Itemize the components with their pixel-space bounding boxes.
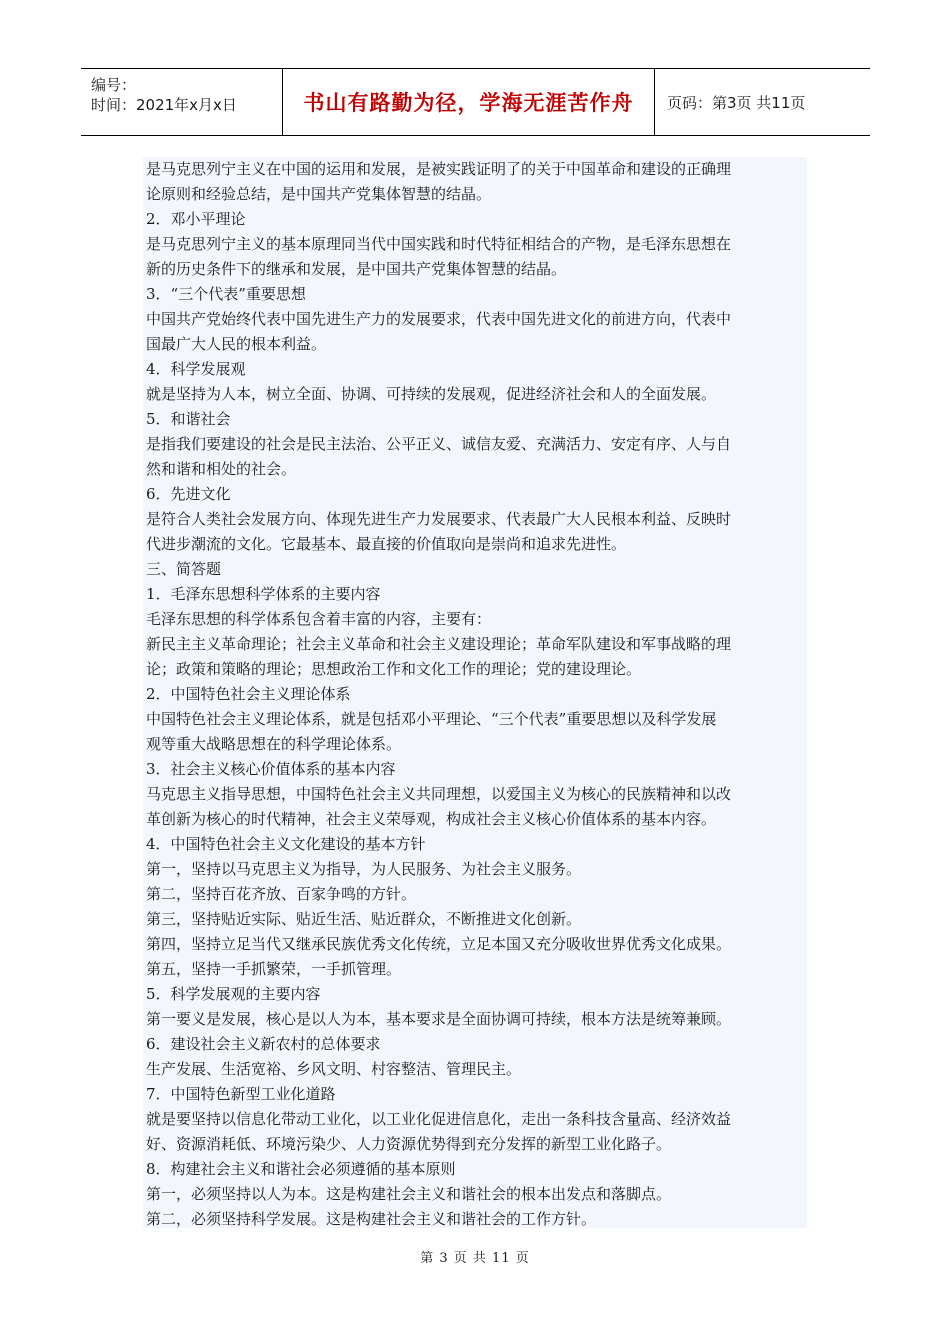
text-line: 是指我们要建设的社会是民主法治、公平正义、诚信友爱、充满活力、安定有序、人与自 [146,435,732,453]
text-line: 观等重大战略思想在的科学理论体系。 [146,735,402,753]
text-line: 革创新为核心的时代精神，社会主义荣辱观，构成社会主义核心价值体系的基本内容。 [146,810,717,828]
section-heading: 1．毛泽东思想科学体系的主要内容 [146,585,381,603]
time-label: 时间：2021年x月x日 [91,96,237,114]
text-line: 就是要坚持以信息化带动工业化，以工业化促进信息化，走出一条科技含量高、经济效益 [146,1110,732,1128]
text-line: 就是坚持为人本，树立全面、协调、可持续的发展观，促进经济社会和人的全面发展。 [146,385,717,403]
text-line: 毛泽东思想的科学体系包含着丰富的内容，主要有： [146,610,492,628]
section-heading: 4．中国特色社会主义文化建设的基本方针 [146,835,426,853]
document-body [143,157,807,1228]
section-heading: 6．先进文化 [146,485,231,503]
section-heading: 7．中国特色新型工业化道路 [146,1085,336,1103]
header-meta [81,69,283,135]
text-line: 代进步潮流的文化。它最基本、最直接的价值取向是崇尚和追求先进性。 [146,535,627,553]
section-heading: 2．邓小平理论 [146,210,246,228]
text-line: 是马克思列宁主义在中国的运用和发展，是被实践证明了的关于中国革命和建设的正确理 [146,160,732,178]
section-heading: 5．和谐社会 [146,410,231,428]
text-line: 中国共产党始终代表中国先进生产力的发展要求，代表中国先进文化的前进方向，代表中 [146,310,732,328]
text-line: 马克思主义指导思想，中国特色社会主义共同理想，以爱国主义为核心的民族精神和以改 [146,785,732,803]
number-label: 编号： [91,76,137,94]
text-line: 第一要义是发展，核心是以人为本，基本要求是全面协调可持续，根本方法是统筹兼顾。 [146,1010,732,1028]
section-heading: 3．“三个代表”重要思想 [146,285,306,303]
text-line: 生产发展、生活宽裕、乡风文明、村容整洁、管理民主。 [146,1060,522,1078]
text-line: 第一，必须坚持以人为本。这是构建社会主义和谐社会的根本出发点和落脚点。 [146,1185,672,1203]
text-line: 论原则和经验总结，是中国共产党集体智慧的结晶。 [146,185,492,203]
text-line: 新的历史条件下的继承和发展，是中国共产党集体智慧的结晶。 [146,260,567,278]
section-heading: 8．构建社会主义和谐社会必须遵循的基本原则 [146,1160,456,1178]
text-line: 然和谐和相处的社会。 [146,460,297,478]
section-heading: 6．建设社会主义新农村的总体要求 [146,1035,381,1053]
section-heading: 3．社会主义核心价值体系的基本内容 [146,760,396,778]
text-line: 是符合人类社会发展方向、体现先进生产力发展要求、代表最广大人民根本利益、反映时 [146,510,732,528]
text-line: 是马克思列宁主义的基本原理同当代中国实践和时代特征相结合的产物，是毛泽东思想在 [146,235,732,253]
header-motto: 书山有路勤为径，学海无涯苦作舟 [283,69,655,135]
page-header [81,68,870,136]
text-line: 新民主主义革命理论；社会主义革命和社会主义建设理论；革命军队建设和军事战略的理 [146,635,732,653]
text-line: 论；政策和策略的理论；思想政治工作和文化工作的理论；党的建设理论。 [146,660,642,678]
text-line: 国最广大人民的根本利益。 [146,335,327,353]
text-line: 中国特色社会主义理论体系，就是包括邓小平理论、“三个代表”重要思想以及科学发展 [146,710,717,728]
section-heading: 4．科学发展观 [146,360,246,378]
text-line: 第五，坚持一手抓繁荣，一手抓管理。 [146,960,402,978]
section-heading: 2．中国特色社会主义理论体系 [146,685,351,703]
header-page-info: 页码：第3页 共11页 [667,93,806,112]
text-line: 第二，坚持百花齐放、百家争鸣的方针。 [146,885,417,903]
page-footer: 第 3 页 共 11 页 [420,1251,530,1266]
text-line: 第四，坚持立足当代又继承民族优秀文化传统，立足本国又充分吸收世界优秀文化成果。 [146,935,732,953]
text-line: 第三，坚持贴近实际、贴近生活、贴近群众，不断推进文化创新。 [146,910,582,928]
part-heading: 三、简答题 [146,560,222,578]
section-heading: 5．科学发展观的主要内容 [146,985,321,1003]
text-line: 第一，坚持以马克思主义为指导，为人民服务、为社会主义服务。 [146,860,582,878]
text-line: 第二，必须坚持科学发展。这是构建社会主义和谐社会的工作方针。 [146,1210,597,1228]
text-line: 好、资源消耗低、环境污染少、人力资源优势得到充分发挥的新型工业化路子。 [146,1135,672,1153]
